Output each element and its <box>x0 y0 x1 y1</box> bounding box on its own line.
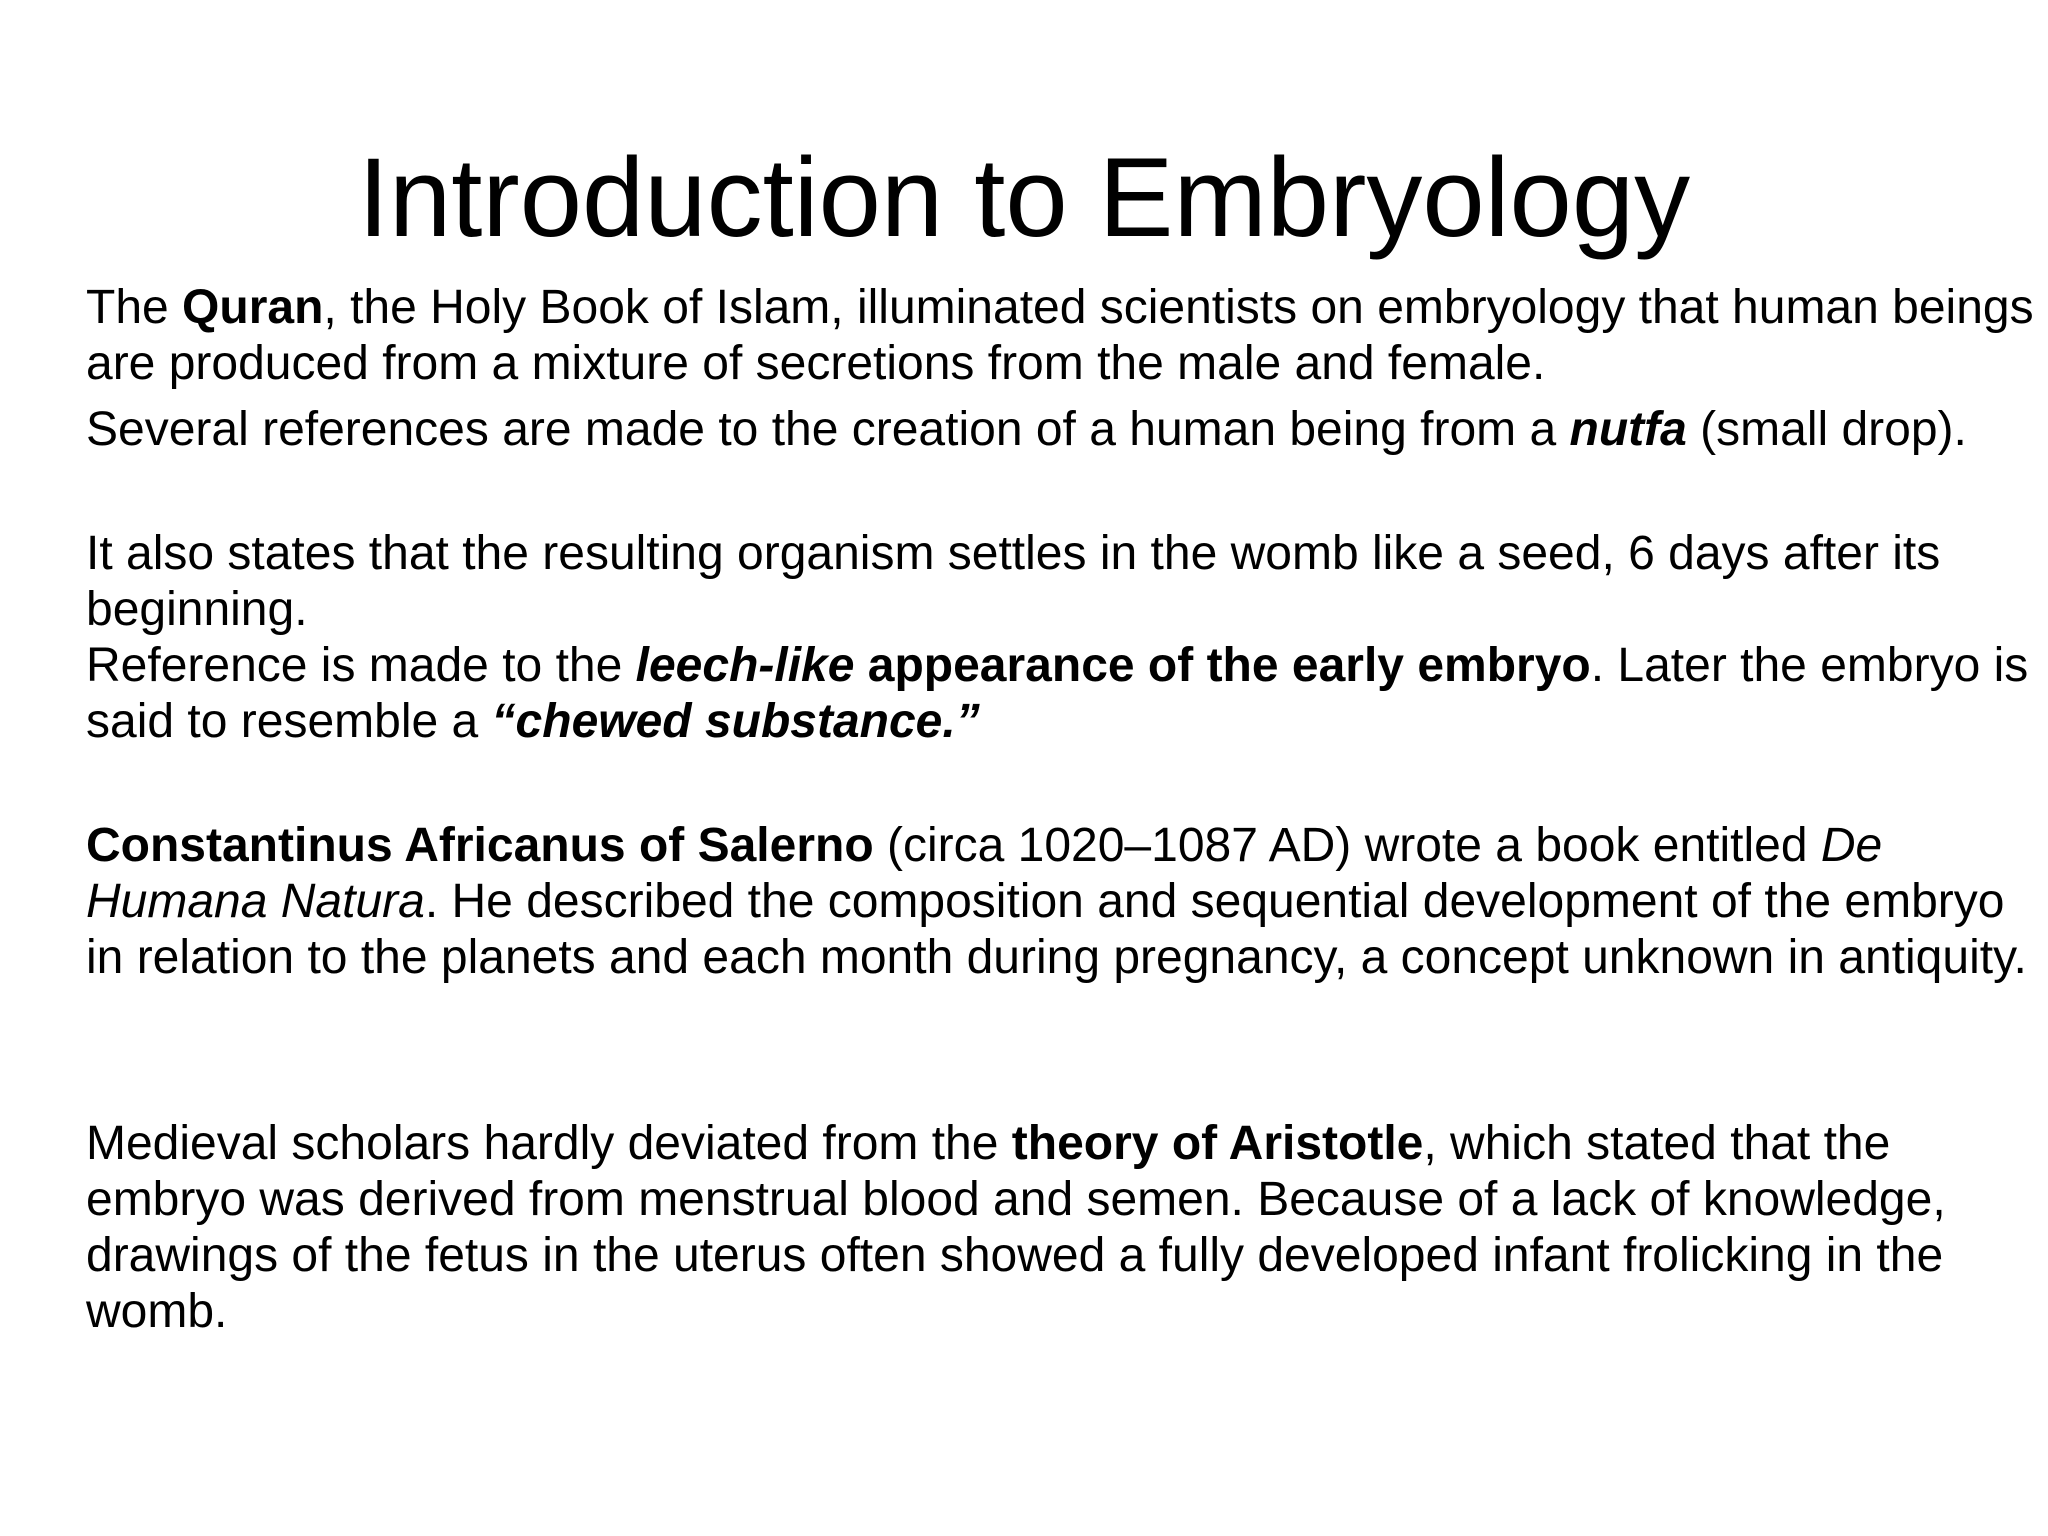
text-span: . He described the composition and sequential development of the embryo in relation to the planets and each month during pregnancy, a concept unknown in antiquity. <box>86 875 2027 984</box>
bold-phrase-early-embryo: appearance of the early embryo <box>854 639 1591 692</box>
paragraph-womb <box>86 526 2036 750</box>
italic-span: “chewed substance.” <box>491 695 980 748</box>
text-span: Reference is made to the <box>86 639 636 692</box>
italic-span: leech-like <box>635 639 855 692</box>
paragraph-quran <box>86 280 2036 392</box>
italic-span: nutfa <box>1569 403 1687 456</box>
text-span: (small drop). <box>1686 403 1967 456</box>
text-span: It also states that the resulting organism settles in the womb like a seed, 6 days after its beginning. <box>86 527 1941 636</box>
text-span: Several references are made to the creation of a human being from a <box>86 403 1570 456</box>
text-span: Medieval scholars hardly deviated from the <box>86 1117 1012 1170</box>
paragraph-constantinus <box>86 818 2036 986</box>
paragraph-nutfa <box>86 402 2036 458</box>
bold-italic-term-nutfa <box>1570 403 1687 456</box>
bold-italic-term-leech-like <box>636 639 855 692</box>
slide-title: Introduction to Embryology <box>357 135 1691 260</box>
bold-term-quran: Quran <box>182 281 324 334</box>
text-span: The <box>86 281 183 334</box>
bold-term-constantinus: Constantinus Africanus of Salerno <box>86 819 874 872</box>
italic-book-title: De Humana Natura <box>86 819 1883 928</box>
bold-term-aristotle: theory of Aristotle <box>1011 1117 1424 1170</box>
text-span: , which stated that the embryo was derived from menstrual blood and semen. Because of a lack of knowledge, drawings of the fetus in the uterus often showed a fully developed infant frolicking in the womb. <box>86 1117 1946 1338</box>
bold-italic-term-chewed-substance <box>492 695 980 748</box>
text-span: , the Holy Book of Islam, illuminated scientists on embryology that human beings are produced from a mixture of secretions from the male and female. <box>86 281 2034 390</box>
paragraph-medieval <box>86 1116 2036 1340</box>
text-span: . Later the embryo is said to resemble a <box>86 639 2029 748</box>
text-span: (circa 1020–1087 AD) wrote a book entitled <box>873 819 1821 872</box>
